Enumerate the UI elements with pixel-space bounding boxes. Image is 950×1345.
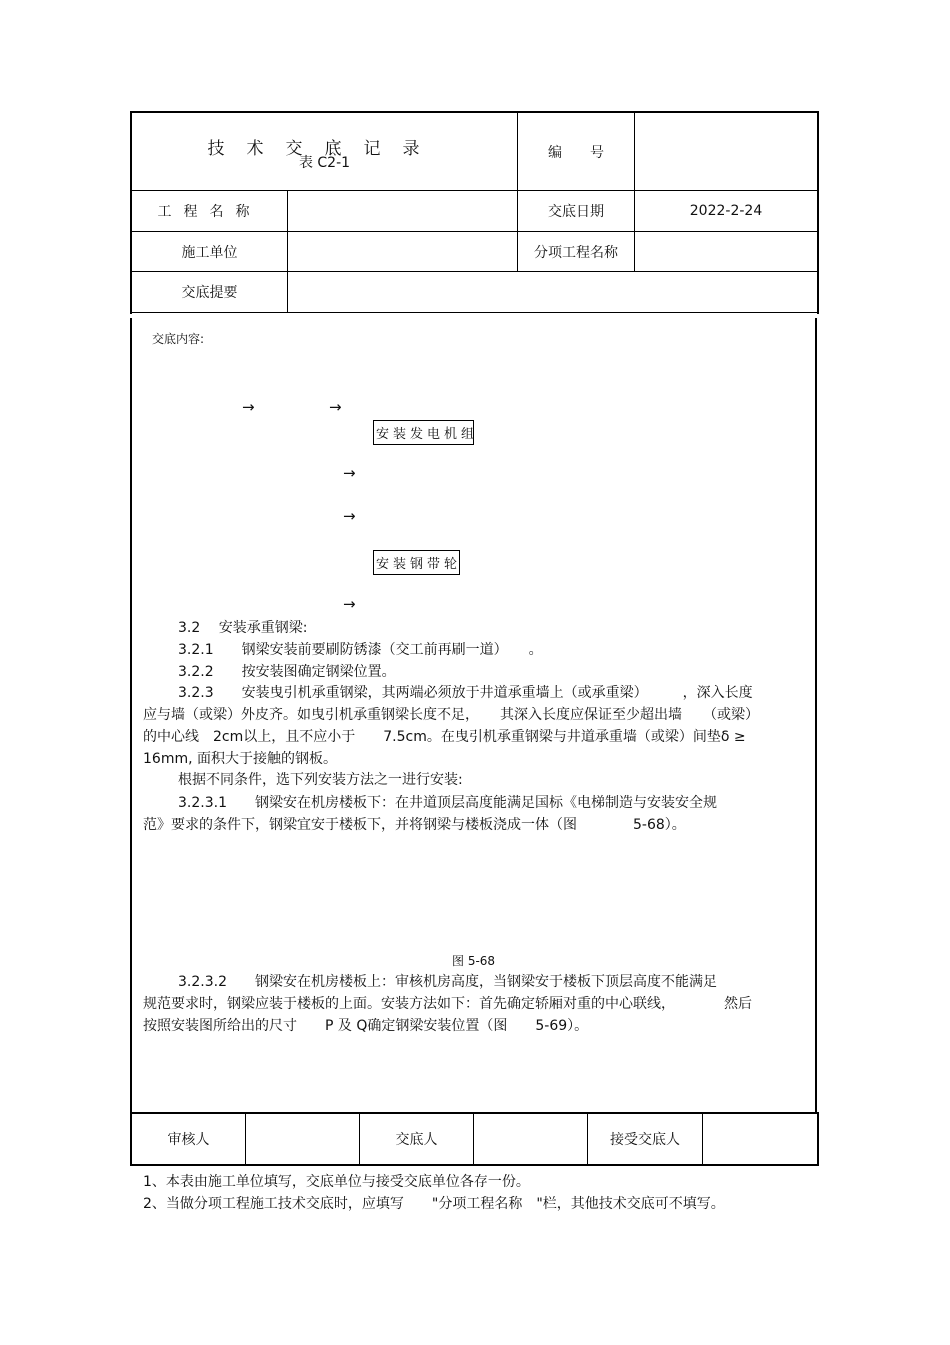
flow-arrow: →: [343, 595, 356, 613]
project-name-label: 工程名称: [157, 204, 262, 220]
section-3-2-3-2-line: 3.2.3.2 钢梁安在机房楼板上：审核机房高度，当钢梁安于楼板下顶层高度不能满足: [178, 974, 717, 990]
number-field[interactable]: [635, 113, 817, 190]
flow-box-steel-pulley: 安装钢带轮: [373, 550, 460, 575]
date-label: 交底日期: [548, 204, 604, 220]
discloser-field[interactable]: [474, 1114, 587, 1164]
section-3-2-1: 3.2.1 钢梁安装前要刷防锈漆（交工前再刷一道） 。: [178, 642, 543, 658]
construction-unit-field[interactable]: [288, 232, 517, 271]
section-3-2-3-line: 16mm, 面积大于接触的钢板。: [143, 751, 337, 767]
number-label: 编 号: [548, 144, 604, 161]
form-code: 表 C2-1: [298, 155, 351, 171]
flow-arrow: →: [242, 398, 255, 416]
section-3-2-3-line: 3.2.3 安装曳引机承重钢梁，其两端必须放于井道承重墙上（或承重梁） ，深入长度: [178, 685, 753, 701]
project-name-field[interactable]: [288, 191, 517, 231]
section-3-2-3-2-line: 按照安装图所给出的尺寸 P 及 Q确定钢梁安装位置（图 5-69）。: [143, 1018, 589, 1034]
receiver-field[interactable]: [703, 1114, 817, 1164]
section-3-2-3-1-line: 3.2.3.1 钢梁安在机房楼板下：在井道顶层高度能满足国标《电梯制造与安装安全规: [178, 795, 717, 811]
section-3-2-3-line: 的中心线 2cm以上，且不应小于 7.5cm。在曳引机承重钢梁与井道承重墙（或梁）间垫δ ≥: [143, 729, 746, 745]
reviewer-label: 审核人: [167, 1132, 210, 1148]
construction-unit-label: 施工单位: [181, 244, 238, 261]
methods-intro: 根据不同条件，选下列安装方法之一进行安装:: [178, 772, 463, 788]
flow-arrow: →: [343, 507, 356, 525]
receiver-label: 接受交底人: [610, 1132, 680, 1148]
flow-arrow: →: [343, 464, 356, 482]
discloser-label: 交底人: [395, 1132, 438, 1148]
footer-note-2: 2、当做分项工程施工技术交底时，应填写 "分项工程名称 "栏，其他技术交底可不填写。: [143, 1196, 725, 1212]
figure-caption: 图 5-68: [452, 954, 496, 968]
reviewer-field[interactable]: [246, 1114, 359, 1164]
section-3-2-3-1-line: 范》要求的条件下，钢梁宜安于楼板下，并将钢梁与楼板浇成一体（图 5-68）。: [143, 817, 686, 833]
section-3-2-3-line: 应与墙（或梁）外皮齐。如曳引机承重钢梁长度不足， 其深入长度应保证至少超出墙 （或梁）: [143, 707, 759, 723]
date-field[interactable]: 2022-2-24: [689, 203, 763, 219]
section-3-2: 3.2 安装承重钢梁:: [178, 620, 308, 636]
section-3-2-2: 3.2.2 按安装图确定钢梁位置。: [178, 664, 396, 680]
section-3-2-3-2-line: 规范要求时，钢梁应装于楼板的上面。安装方法如下：首先确定轿厢对重的中心联线， 然后: [143, 996, 752, 1012]
flow-box-generator: 安装发电机组: [373, 420, 474, 445]
summary-label: 交底提要: [181, 285, 238, 301]
content-label: 交底内容:: [152, 332, 205, 346]
form-title: 技术交底记录: [207, 139, 442, 159]
sub-project-label: 分项工程名称: [534, 244, 618, 261]
footer-note-1: 1、本表由施工单位填写，交底单位与接受交底单位各存一份。: [143, 1174, 530, 1190]
summary-field[interactable]: [288, 272, 817, 312]
flow-arrow: →: [329, 398, 342, 416]
sub-project-field[interactable]: [635, 232, 817, 271]
